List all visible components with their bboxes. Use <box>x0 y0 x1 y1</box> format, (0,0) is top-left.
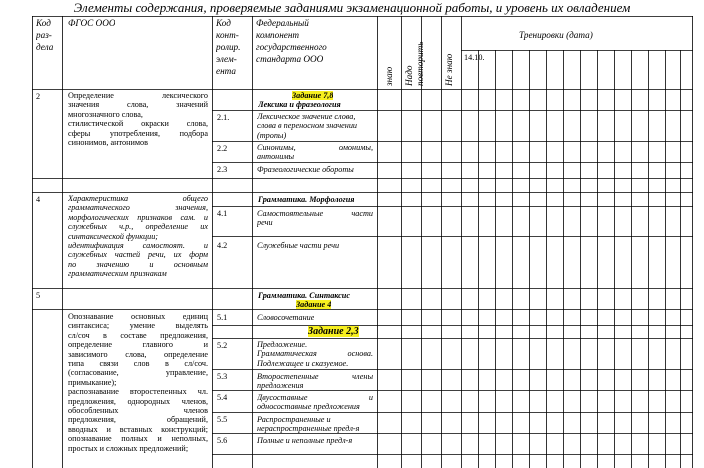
header-fgos: ФГОС ООО <box>68 18 116 28</box>
section-fgos-text: Определение лексического значения слова, значений многозначного слова, стилистической окраски слова, сферы употребления, подбора синонимов, антонимов <box>68 91 208 148</box>
header-nado-povtorit: Надо повторить <box>404 41 425 86</box>
item-text: Синонимы, омонимы, антонимы <box>257 143 373 162</box>
item-text: Лексическое значение слова, слова в переносном значении (тропы) <box>257 112 358 140</box>
item-text: Полные и неполные предл-я <box>257 436 353 445</box>
header-trenirovki: Тренировки (дата) <box>519 30 593 40</box>
item-text: Двусоставные и односоставные предложения <box>257 393 373 412</box>
first-date: 14.10. <box>464 53 485 62</box>
section-heading: Грамматика. Морфология <box>258 195 355 204</box>
item-code: 2.2 <box>217 144 228 153</box>
header-znayu: знаю <box>384 66 394 86</box>
header-fed-component: Федеральный компонент государственного стандарта ООО <box>256 18 327 64</box>
item-code: 4.2 <box>217 241 228 250</box>
task-badge: Задание 4 <box>296 300 332 309</box>
section-code: 4 <box>36 195 41 204</box>
item-code: 2.3 <box>217 165 228 174</box>
section-fgos-text: Опознавание основных единиц синтаксиса; умение выделять сл/соч в составе предложения, определение главного и зависимого слова, определение типа связи слов в сл/соч. (согласование, управление, примыкание); распознавание второстепенных чл. предложения, однородных членов, обособленных членов предложения, обращений, вводных и вставных конструкций; опознавание полных и неполных, простых и сложных предложений; <box>68 312 208 453</box>
section-code: 2 <box>36 92 41 101</box>
section-heading: Лексика и фразеология <box>258 100 341 109</box>
section-heading: Грамматика. Синтаксис <box>258 291 350 300</box>
item-code: 5.6 <box>217 436 228 445</box>
item-text: Словосочетание <box>257 313 315 322</box>
task-badge: Задание 2,3 <box>308 326 359 337</box>
item-text: Предложение. Грамматическая основа. Подлежащее и сказуемое. <box>257 340 373 368</box>
header-kod-element: Код конт- ролир. элем- ента <box>216 18 241 76</box>
item-code: 5.4 <box>217 393 228 402</box>
item-text: Фразеологические обороты <box>257 165 354 174</box>
section-code: 5 <box>36 291 41 300</box>
item-code: 2.1. <box>217 113 230 122</box>
item-text: Распространенные и нераспространенные предл-я <box>257 415 360 434</box>
section-fgos-text: Характеристика общего грамматического значения, морфологических признаков сам. и служебных ч.р., определение их синтаксической функции; идентификация самостоят. и служебных частей речи, их форм по значению и основным грамматическим признакам <box>68 194 208 279</box>
item-code: 5.2 <box>217 341 228 350</box>
header-ne-znayu: Не знаю <box>444 53 454 86</box>
item-code: 5.3 <box>217 372 228 381</box>
item-text: Второстепенные члены предложения <box>257 372 373 391</box>
item-code: 5.1 <box>217 313 228 322</box>
item-text: Служебные части речи <box>257 241 340 250</box>
item-code: 4.1 <box>217 209 228 218</box>
page-title: Элементы содержания, проверяемые заданиями экзаменационной работы, и уровень их овладением <box>73 0 631 15</box>
header-kod-razdela: Код раз- дела <box>36 18 54 52</box>
task-badge: Задание 7,8 <box>292 91 334 100</box>
item-text: Самостоятельные части речи <box>257 209 373 228</box>
item-code: 5.5 <box>217 415 228 424</box>
